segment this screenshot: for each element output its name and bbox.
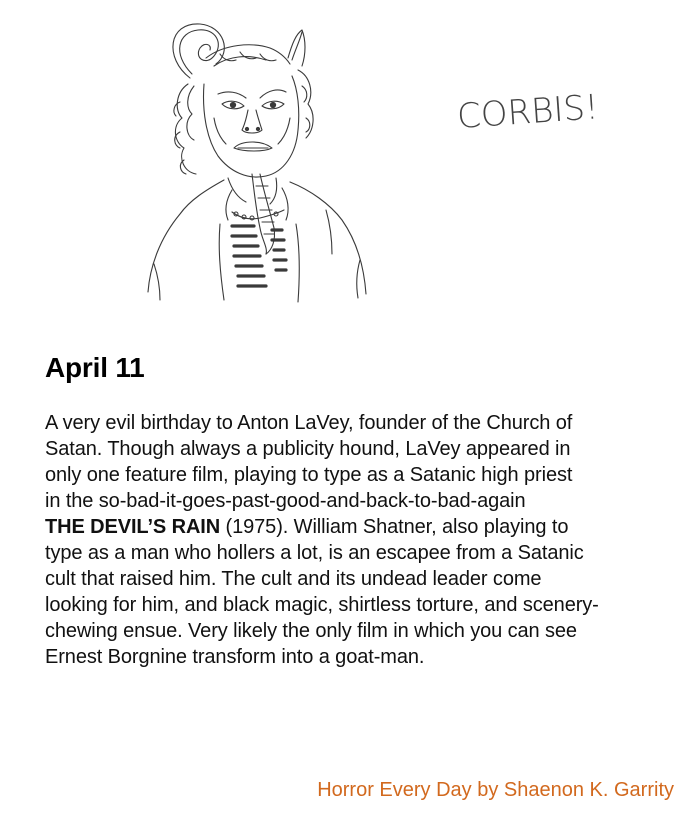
goat-man-drawing (120, 14, 600, 310)
entry-body (45, 410, 685, 670)
author-credit: Horror Every Day by Shaenon K. Garrity (317, 779, 674, 801)
body-line: Ernest Borgnine transform into a goat-man. (45, 646, 425, 668)
entry-date: April 11 (45, 352, 145, 383)
body-line: type as a man who hollers a lot, is an escapee from a Satanic (45, 542, 584, 564)
body-line: Satan. Though always a publicity hound, LaVey appeared in (45, 438, 571, 460)
sketch-caption: CORBIS! (455, 87, 600, 137)
body-line: in the so-bad-it-goes-past-good-and-back-to-bad-again (45, 490, 526, 512)
body-line (45, 514, 685, 540)
body-line: A very evil birthday to Anton LaVey, founder of the Church of (45, 412, 573, 434)
film-title: THE DEVIL’S RAIN (45, 516, 221, 538)
body-line: cult that raised him. The cult and its undead leader come (45, 568, 542, 590)
body-line-continuation: (1975). William Shatner, also playing to (220, 516, 569, 538)
body-line: only one feature film, playing to type as a Satanic high priest (45, 464, 573, 486)
body-line: chewing ensue. Very likely the only film in which you can see (45, 620, 577, 642)
goat-man-sketch (120, 14, 600, 310)
body-line: looking for him, and black magic, shirtless torture, and scenery- (45, 594, 599, 616)
